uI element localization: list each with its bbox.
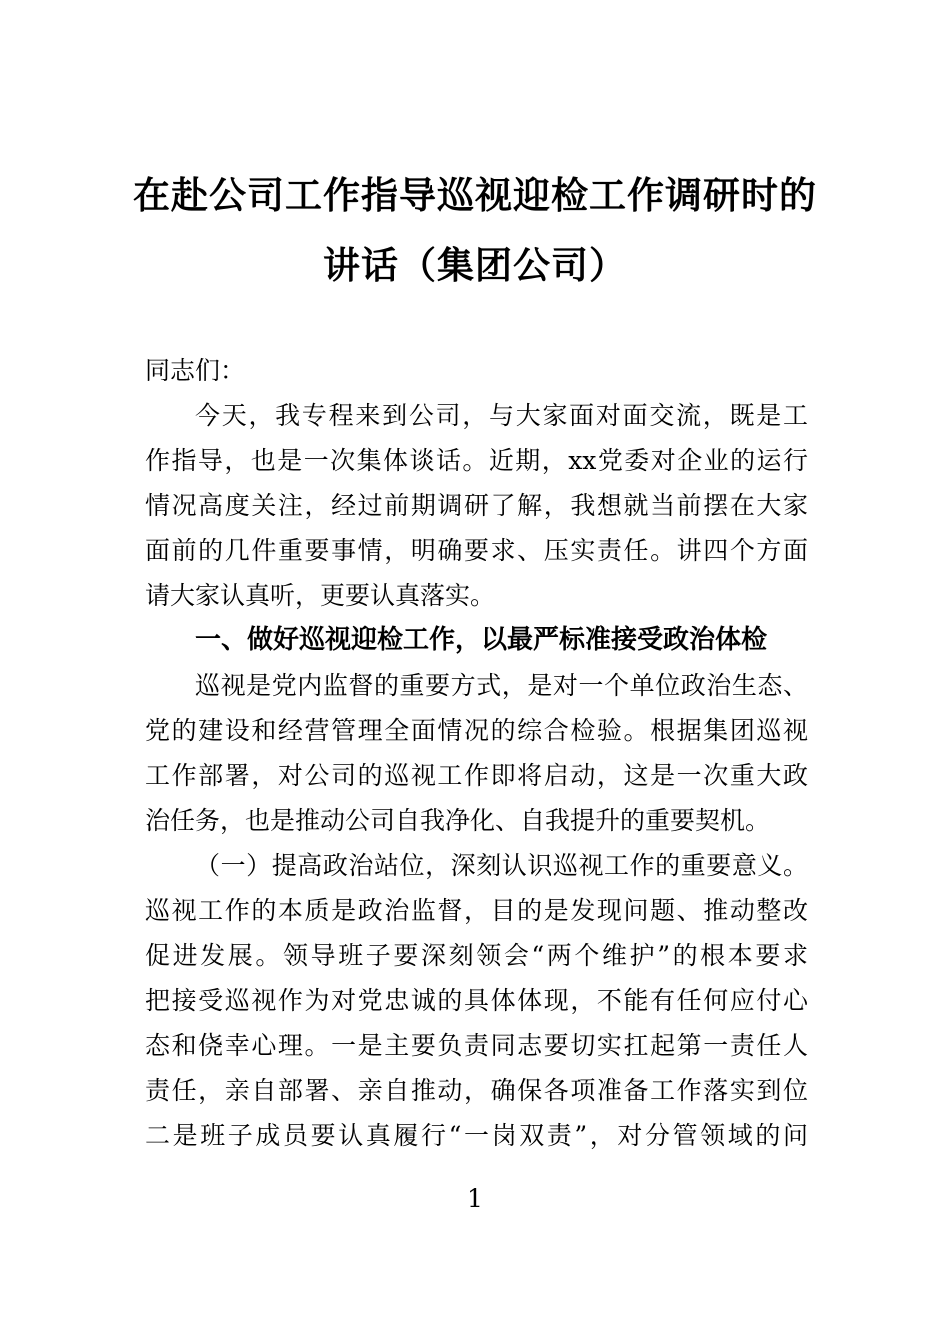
- text-line: 情况高度关注，经过前期调研了解，我想就当前摆在大家: [145, 491, 808, 520]
- salutation-line: 同志们：: [145, 356, 246, 385]
- text-line: 面前的几件重要事情，明确要求、压实责任。讲四个方面: [145, 536, 808, 565]
- section-heading-1: 一、做好巡视迎检工作，以最严标准接受政治体检: [195, 625, 768, 655]
- text-line: 今天，我专程来到公司，与大家面对面交流，既是工: [195, 401, 808, 430]
- text-line: 巡视工作的本质是政治监督，目的是发现问题、推动整改: [145, 896, 808, 925]
- text-line: 态和侥幸心理。一是主要负责同志要切实扛起第一责任人: [145, 1031, 808, 1060]
- text-line: 把接受巡视作为对党忠诚的具体体现，不能有任何应付心: [145, 986, 808, 1015]
- text-line: 责任，亲自部署、亲自推动，确保各项准备工作落实到位: [145, 1076, 808, 1105]
- text-line: 作指导，也是一次集体谈话。近期，xx党委对企业的运行: [145, 446, 808, 475]
- text-line: 工作部署，对公司的巡视工作即将启动，这是一次重大政: [145, 761, 808, 790]
- document-body: [145, 348, 808, 1158]
- text-line: 二是班子成员要认真履行“一岗双责”，对分管领域的问: [145, 1121, 808, 1150]
- text-line: 党的建设和经营管理全面情况的综合检验。根据集团巡视: [145, 716, 808, 745]
- text-line: 巡视是党内监督的重要方式，是对一个单位政治生态、: [195, 671, 808, 700]
- text-line: 治任务，也是推动公司自我净化、自我提升的重要契机。: [145, 806, 771, 835]
- document-title-line-1: 在赴公司工作指导巡视迎检工作调研时的: [133, 173, 817, 217]
- text-line: 促进发展。领导班子要深刻领会“两个维护”的根本要求: [145, 941, 808, 970]
- document-title: [0, 0, 950, 300]
- page-number: 1: [467, 1184, 483, 1213]
- text-line: 请大家认真听，更要认真落实。: [145, 581, 496, 610]
- document-title-line-2: 讲话（集团公司）: [323, 243, 627, 287]
- subsection-heading-line: （一）提高政治站位，深刻认识巡视工作的重要意义。: [195, 851, 808, 880]
